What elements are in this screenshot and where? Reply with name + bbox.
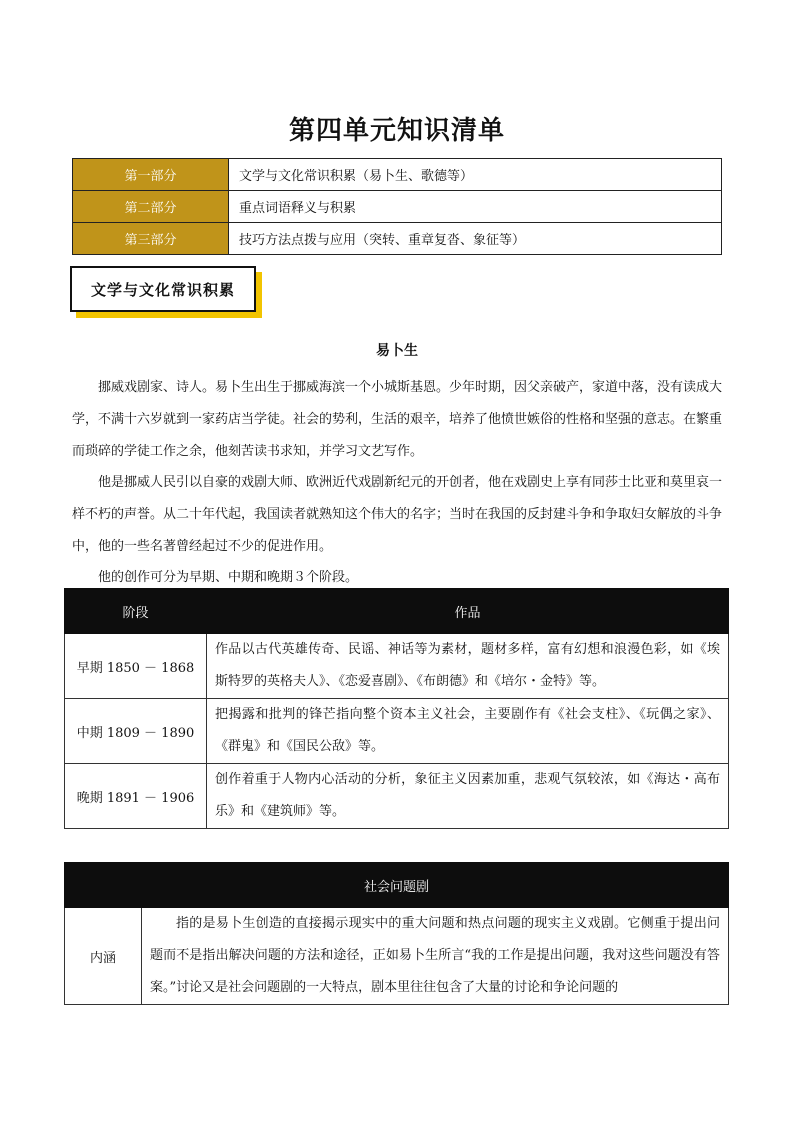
connotation-label: 内涵 — [65, 908, 142, 1005]
body-paragraph: 他是挪威人民引以自豪的戏剧大师、欧洲近代戏剧新纪元的开创者，他在戏剧史上享有同莎士比亚和莫里哀一样不朽的声誉。从二十年代起，我国读者就熟知这个伟大的名字；当时在我国的反封建斗争和争取妇女解放的斗争中，他的一些名著曾经起过不少的促进作用。 — [72, 475, 723, 554]
drama-table-header: 社会问题剧 — [65, 863, 729, 908]
work-cell: 创作着重于人物内心活动的分析，象征主义因素加重，悲观气氛较浓，如《海达・高布乐》和《建筑师》等。 — [207, 764, 729, 829]
work-cell: 作品以古代英雄传奇、民谣、神话等为素材，题材多样，富有幻想和浪漫色彩，如《埃斯特罗的英格夫人》、《恋爱喜剧》、《布朗德》和《培尔・金特》等。 — [207, 634, 729, 699]
body-paragraph: 他的创作可分为早期、中期和晚期３个阶段。 — [98, 570, 359, 585]
page-title: 第四单元知识清单 — [288, 116, 505, 146]
stage-table — [64, 588, 729, 829]
toc-row — [73, 159, 722, 191]
connotation-content: 指的是易卜生创造的直接揭示现实中的重大问题和热点问题的现实主义戏剧。它侧重于提出问题而不是指出解决问题的方法和途径，正如易卜生所言“我的工作是提出问题，我对这些问题没有答案。”讨论又是社会问题剧的一大特点，剧本里往往包含了大量的讨论和争论问题的 — [142, 908, 729, 1005]
toc-part-desc: 文学与文化常识积累（易卜生、歌德等） — [229, 159, 722, 191]
stage-cell: 早期 1850 － 1868 — [65, 634, 207, 699]
toc-part-desc: 重点词语释义与积累 — [229, 191, 722, 223]
table-row — [65, 634, 729, 699]
toc-part-label: 第一部分 — [73, 159, 229, 191]
table-header-row — [65, 589, 729, 634]
stage-cell: 中期 1809 － 1890 — [65, 699, 207, 764]
body-paragraph: 挪威戏剧家、诗人。易卜生出生于挪威海滨一个小城斯基恩。少年时期，因父亲破产，家道中落，没有读成大学，不满十六岁就到一家药店当学徒。社会的势利，生活的艰辛，培养了他愤世嫉俗的性格和坚强的意志。在繁重而琐碎的学徒工作之余，他刻苦读书求知，并学习文艺写作。 — [72, 380, 723, 459]
table-row — [65, 908, 729, 1005]
section-subtitle: 易卜生 — [376, 343, 418, 359]
table-row — [65, 699, 729, 764]
table-header-row — [65, 863, 729, 908]
column-header-work: 作品 — [207, 589, 729, 634]
toc-part-label: 第三部分 — [73, 223, 229, 255]
social-drama-table — [64, 862, 729, 1005]
toc-row — [73, 223, 722, 255]
toc-row — [73, 191, 722, 223]
toc-part-label: 第二部分 — [73, 191, 229, 223]
stage-cell: 晚期 1891 － 1906 — [65, 764, 207, 829]
work-cell: 把揭露和批判的锋芒指向整个资本主义社会，主要剧作有《社会支柱》、《玩偶之家》、《群鬼》和《国民公敌》等。 — [207, 699, 729, 764]
column-header-stage: 阶段 — [65, 589, 207, 634]
toc-part-desc: 技巧方法点拨与应用（突转、重章复沓、象征等） — [229, 223, 722, 255]
table-row — [65, 764, 729, 829]
toc-table — [72, 158, 722, 255]
section-badge: 文学与文化常识积累 — [70, 266, 256, 312]
